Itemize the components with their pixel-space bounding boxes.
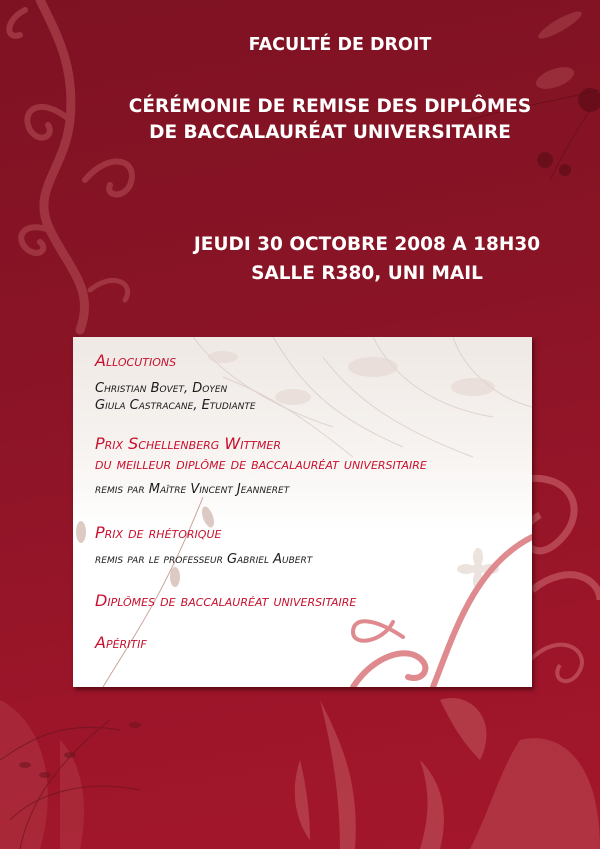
prix-schellenberg-presenter: remis par Maître Vincent Jeanneret	[95, 482, 290, 497]
event-date: JEUDI 30 OCTOBRE 2008 A 18H30	[193, 234, 541, 255]
prix-rhetorique-title: Prix de rhétorique	[95, 523, 222, 542]
faculty-title: FACULTÉ DE DROIT	[248, 35, 432, 55]
prix-schellenberg-line2: du meilleur diplôme de baccalauréat universitaire	[95, 454, 427, 473]
allocutions-speakers	[95, 380, 256, 414]
prix-schellenberg-line1: Prix Schellenberg Wittmer	[95, 434, 281, 453]
speaker-dean: Christian Bovet, Doyen	[95, 381, 228, 396]
ceremony-title	[30, 94, 600, 146]
speaker-student: Giula Castracane, Etudiante	[95, 398, 256, 413]
event-datetime-location	[67, 230, 600, 288]
aperitif-title: Apéritif	[95, 633, 147, 652]
allocutions-title: Allocutions	[95, 351, 177, 370]
ceremony-title-line2: DE BACCALAURÉAT UNIVERSITAIRE	[149, 122, 511, 143]
diplomes-title: Diplômes de baccalauréat universitaire	[95, 591, 357, 610]
prix-schellenberg-title	[95, 434, 427, 474]
prix-rhetorique-presenter: remis par le professeur Gabriel Aubert	[95, 552, 313, 567]
ceremony-title-line1: CÉRÉMONIE DE REMISE DES DIPLÔMES	[128, 96, 532, 117]
program-card	[73, 337, 532, 687]
event-location: SALLE R380, UNI MAIL	[251, 263, 483, 284]
